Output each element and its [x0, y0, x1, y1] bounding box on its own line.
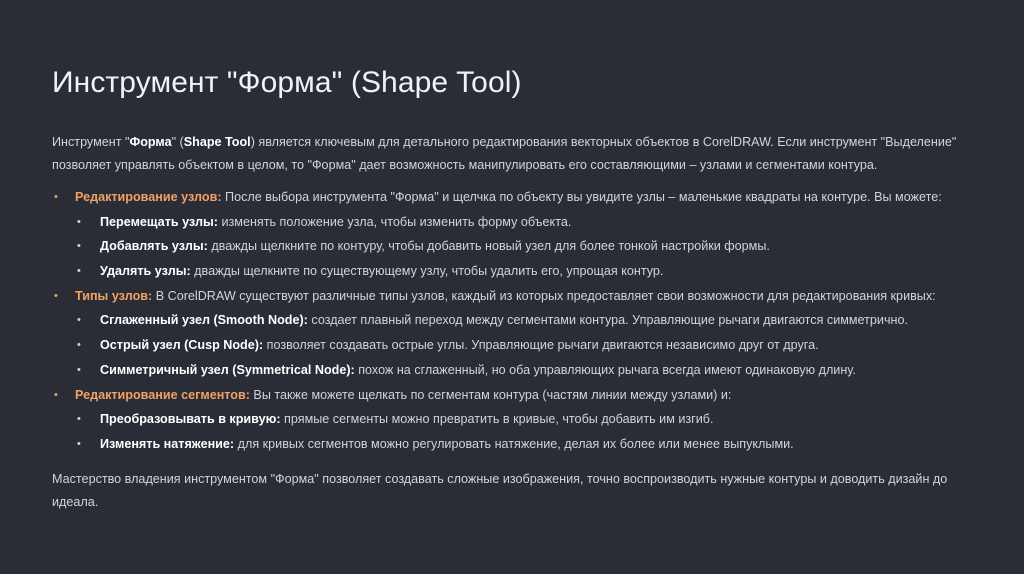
list-item — [52, 432, 982, 457]
item-text: создает плавный переход между сегментами контура. Управляющие рычаги двигаются симметрично. — [307, 313, 908, 328]
list-item — [52, 259, 982, 284]
section-heading: Редактирование сегментов: — [75, 387, 250, 402]
item-term: Симметричный узел (Symmetrical Node): — [100, 362, 355, 377]
bullet-icon: • — [77, 215, 81, 228]
item-text: дважды щелкните по существующему узлу, чтобы удалить его, упрощая контур. — [190, 264, 664, 279]
bullet-icon: • — [77, 265, 81, 278]
section-segment-editing — [52, 383, 982, 408]
bullet-icon: • — [77, 363, 81, 376]
item-text: похож на сглаженный, но оба управляющих рычага всегда имеют одинаковую длину. — [354, 362, 856, 377]
item-text: прямые сегменты можно превратить в кривые, чтобы добавить им изгиб. — [280, 412, 714, 427]
section-node-types — [52, 284, 982, 309]
intro-text-3: ) является ключевым для детального редактирования векторных объектов в CorelDRAW. Если инструмент "Выделение" позволяет управлять объектом в целом, то "Форма" дает возможность манипулировать его составляющими – узлами и сегментами контура. — [52, 135, 957, 172]
list-item — [52, 210, 982, 235]
item-term: Перемещать узлы: — [100, 214, 218, 229]
bullet-icon: • — [54, 191, 58, 203]
section-heading: Редактирование узлов: — [75, 190, 222, 204]
bullet-icon: • — [77, 339, 81, 352]
section-text: После выбора инструмента "Форма" и щелчка по объекту вы увидите узлы – маленькие квадраты на контуре. Вы можете: — [221, 190, 942, 204]
bullet-icon: • — [54, 289, 58, 302]
bullet-icon: • — [77, 413, 81, 426]
item-text: для кривых сегментов можно регулировать натяжение, делая их более или менее выпуклыми. — [234, 436, 794, 451]
feature-list — [52, 185, 982, 457]
section-text: Вы также можете щелкать по сегментам контура (частям линии между узлами) и: — [249, 387, 732, 402]
outro-paragraph: Мастерство владения инструментом "Форма" позволяет создавать сложные изображения, точно воспроизводить нужные контуры и доводить дизайн до идеала. — [52, 472, 948, 509]
item-term: Изменять натяжение: — [100, 436, 235, 451]
item-term: Сглаженный узел (Smooth Node): — [100, 313, 308, 328]
section-heading: Типы узлов: — [75, 288, 153, 303]
item-text: дважды щелкните по контуру, чтобы добавить новый узел для более тонкой настройки формы. — [207, 239, 770, 254]
intro-term-shape-tool: Shape Tool — [183, 135, 251, 149]
bullet-icon: • — [77, 437, 81, 450]
item-term: Удалять узлы: — [100, 264, 191, 279]
intro-text-2: " ( — [171, 135, 184, 149]
section-text: В CorelDRAW существуют различные типы узлов, каждый из которых предоставляет свои возможности для редактирования кривых: — [152, 288, 936, 303]
intro-paragraph — [52, 131, 977, 177]
list-item — [52, 358, 982, 383]
item-term: Добавлять узлы: — [100, 239, 208, 254]
intro-text-1: Инструмент " — [52, 135, 130, 149]
intro-term-forma: Форма — [129, 135, 172, 149]
list-item — [52, 234, 982, 259]
list-item — [52, 333, 982, 358]
list-item — [52, 308, 982, 333]
list-item — [52, 407, 982, 432]
section-node-editing — [52, 185, 982, 210]
item-term: Преобразовывать в кривую: — [100, 412, 281, 427]
bullet-icon: • — [77, 314, 81, 327]
item-text: позволяет создавать острые углы. Управляющие рычаги двигаются независимо друг от друга. — [263, 338, 819, 353]
bullet-icon: • — [77, 240, 81, 253]
item-text: изменять положение узла, чтобы изменить форму объекта. — [217, 214, 572, 229]
item-term: Острый узел (Cusp Node): — [100, 338, 264, 353]
page-title: Инструмент "Форма" (Shape Tool) — [52, 66, 522, 99]
bullet-icon: • — [54, 388, 58, 401]
